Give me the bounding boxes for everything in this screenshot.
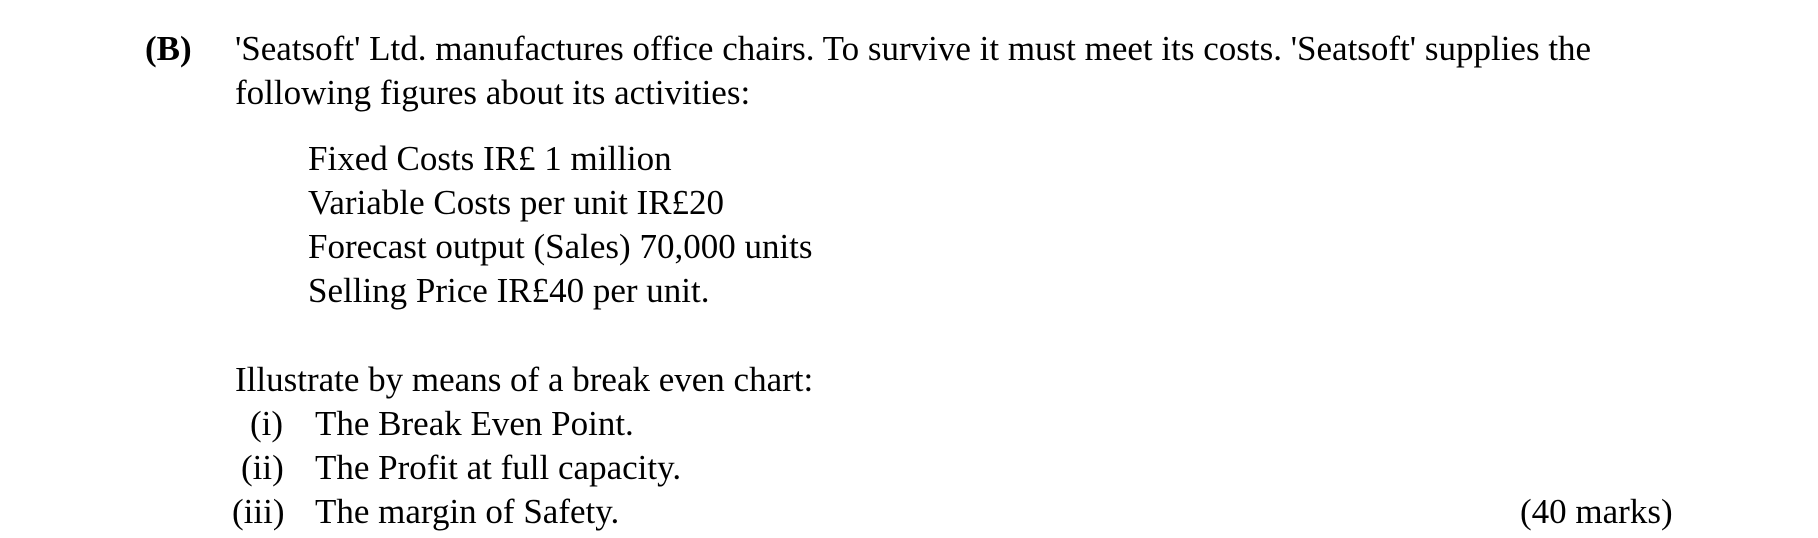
part-text: The margin of Safety.: [315, 492, 620, 531]
part-number: (i): [250, 404, 284, 443]
figure-fixed-costs: Fixed Costs IR£ 1 million: [308, 139, 672, 178]
marks-label: (40 marks): [1520, 492, 1673, 531]
figure-forecast-output: Forecast output (Sales) 70,000 units: [308, 227, 813, 266]
intro-line-2: following figures about its activities:: [235, 73, 751, 112]
part-text: The Break Even Point.: [315, 404, 634, 443]
intro-line-1: 'Seatsoft' Ltd. manufactures office chairs. To survive it must meet its costs. 'Seatsoft' supplies the: [235, 29, 1592, 68]
figure-variable-costs: Variable Costs per unit IR£20: [308, 183, 725, 222]
question-label: (B): [145, 29, 192, 68]
figure-selling-price: Selling Price IR£40 per unit.: [308, 271, 710, 310]
instruction-text: Illustrate by means of a break even chart:: [235, 360, 814, 399]
part-text: The Profit at full capacity.: [315, 448, 682, 487]
part-number: (ii): [241, 448, 284, 487]
part-number: (iii): [232, 492, 285, 531]
